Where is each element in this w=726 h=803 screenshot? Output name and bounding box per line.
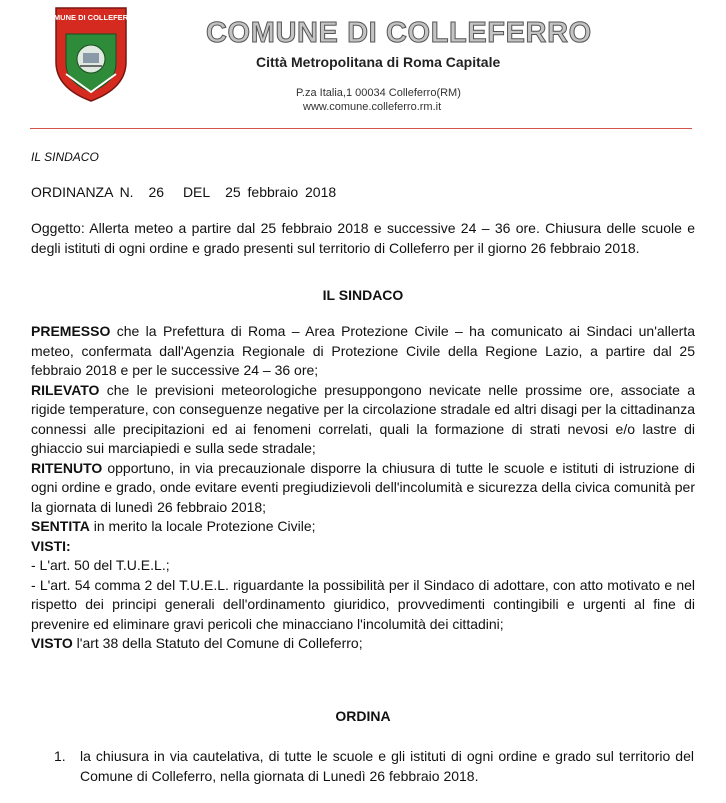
ordinanza-date: 25 febbraio 2018 (225, 184, 337, 200)
paragraph (31, 459, 695, 518)
issuer-label: IL SINDACO (31, 150, 99, 164)
ordinanza-del: DEL (182, 184, 211, 200)
paragraph-text: in merito la locale Protezione Civile; (89, 518, 316, 534)
paragraph-text: - L'art. 50 del T.U.E.L.; (31, 557, 170, 573)
address-line: P.za Italia,1 00034 Colleferro(RM) (296, 87, 461, 99)
heading-il-sindaco: IL SINDACO (322, 287, 404, 303)
paragraph (31, 634, 695, 654)
municipality-subtitle: Città Metropolitana di Roma Capitale (256, 54, 501, 70)
header-divider (30, 128, 692, 129)
list-item-text: la chiusura in via cautelativa, di tutte le scuole e gli istituti di ogni ordine e grado sul territorio del Comune di Colleferro, nella giornata di Lunedì 26 febbraio 2018. (80, 748, 694, 784)
premises-section (31, 322, 695, 654)
paragraph (31, 576, 695, 635)
paragraph-keyword: PREMESSO (31, 323, 111, 339)
paragraph-text: che le previsioni meteorologiche presuppongono nevicate nelle prossime ore, associate a rigide temperature, con conseguenze negative per la circolazione stradale ed altri disagi per la cittadinanza connessi alle precipitazioni ed ai fenomeni correlati, quali la formazione di strati nevosi e/o lastre di ghiaccio sui marciapiedi e sulla sede stradale; (31, 381, 695, 456)
paragraph-keyword: VISTI: (31, 537, 71, 554)
paragraph-text: - L'art. 54 comma 2 del T.U.E.L. riguardante la possibilità per il Sindaco di adottare, con atto motivato e nel rispetto dei principi generali dell'ordinamento giuridico, provvedimenti contingibili e urgenti al fine di prevenire ed eliminare gravi pericoli che minacciano l'incolumità dei cittadini; (31, 576, 695, 632)
ordina-list (54, 747, 694, 786)
paragraph (31, 556, 695, 576)
paragraph (31, 322, 695, 381)
ordinanza-label: ORDINANZA N. (31, 184, 134, 200)
crest-lettering: COMUNE DI COLLEFERRO (42, 13, 140, 22)
paragraph-keyword: RILEVATO (31, 381, 100, 398)
paragraph-text: opportuno, in via precauzionale disporre la chiusura di tutte le scuole e istituti di istruzione di ogni ordine e grado, onde evitare eventi pregiudizievoli dell'incolumità e sicurezza della civica comunità per la giornata di lunedì 26 febbraio 2018; (31, 459, 695, 515)
paragraph-keyword: RITENUTO (31, 459, 103, 476)
municipality-title: COMUNE DI COLLEFERRO (206, 17, 592, 49)
paragraph-text: che la Prefettura di Roma – Area Protezione Civile – ha comunicato ai Sindaci un'allerta meteo, confermata dall'Agenzia Regionale di Protezione Civile della Regione Lazio, a partire dal 25 febbraio 2018 e per le successive 24 – 36 ore; (31, 323, 695, 378)
list-item-number: 1. (54, 748, 66, 764)
ordinanza-line (31, 183, 695, 203)
website-link[interactable]: www.comune.colleferro.rm.it (303, 101, 442, 113)
paragraph (31, 517, 695, 537)
subject-paragraph: Oggetto: Allerta meteo a partire dal 25 febbraio 2018 e successive 24 – 36 ore. Chiusura delle scuole e degli istituti di ogni ordine e grado presenti sul territorio di Colleferro per il giorno 26 febbraio 2018. (31, 220, 695, 256)
municipal-crest-logo (42, 4, 140, 104)
paragraph (31, 381, 695, 459)
paragraph-keyword: SENTITA (31, 518, 90, 534)
paragraph-keyword: VISTO (31, 635, 73, 651)
heading-ordina: ORDINA (335, 708, 391, 724)
paragraph-text: l'art 38 della Statuto del Comune di Colleferro; (72, 635, 363, 651)
ordinanza-number: 26 (148, 184, 165, 200)
letterhead (0, 0, 726, 140)
paragraph (31, 537, 695, 557)
